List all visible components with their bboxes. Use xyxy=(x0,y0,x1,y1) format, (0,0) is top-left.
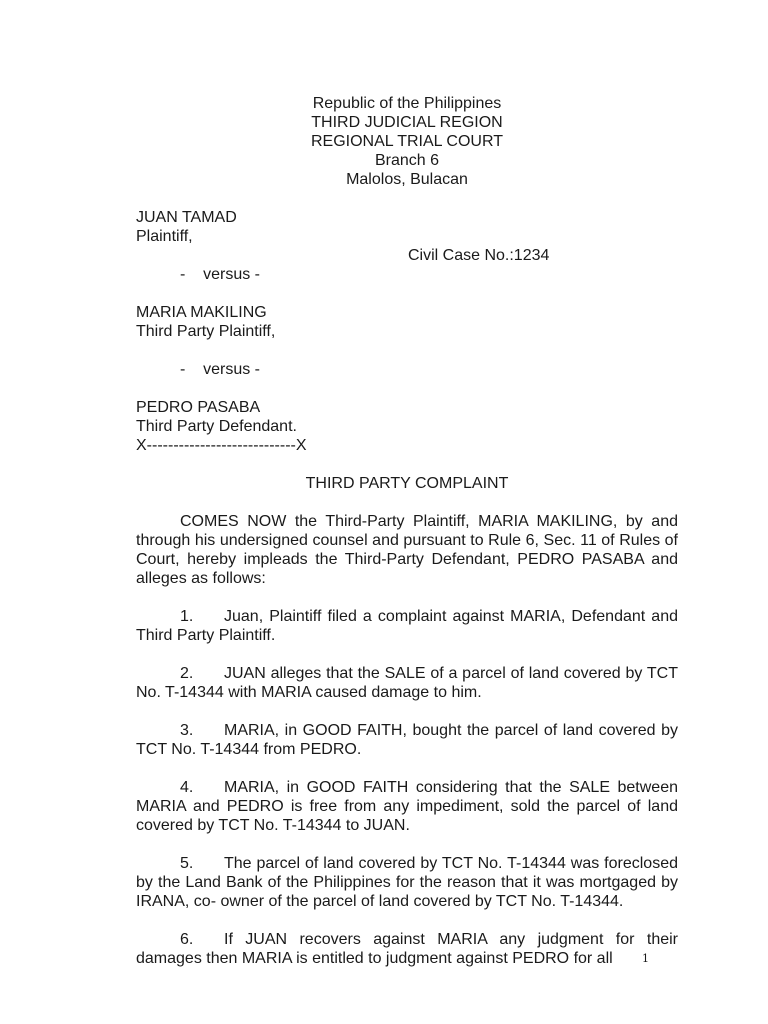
allegation-text: The parcel of land covered by TCT No. T-14344 was foreclosed by the Land Bank of the Philippines for the reason that it was mortgaged by IRANA, co- owner of the parcel of land covered by TCT No. T-14344. xyxy=(136,855,678,910)
case-number: Civil Case No.:1234 xyxy=(408,247,550,264)
plaintiff-name: JUAN TAMAD xyxy=(136,209,237,226)
document-title: THIRD PARTY COMPLAINT xyxy=(305,475,509,492)
caption-separator: X----------------------------X xyxy=(136,437,307,454)
header-line-republic: Republic of the Philippines xyxy=(312,95,502,112)
allegation-number: 2. xyxy=(180,665,194,682)
allegation-4 xyxy=(136,778,678,835)
header-line-location: Malolos, Bulacan xyxy=(346,171,468,188)
allegation-number: 3. xyxy=(180,722,194,739)
case-caption xyxy=(136,208,678,455)
allegation-text: MARIA, in GOOD FAITH considering that the SALE between MARIA and PEDRO is free from any impediment, sold the parcel of land covered by TCT No. T-14344 to JUAN. xyxy=(136,779,678,834)
allegation-text: If JUAN recovers against MARIA any judgment for their damages then MARIA is entitled to judgment against PEDRO for all xyxy=(136,931,678,967)
header-line-court: REGIONAL TRIAL COURT xyxy=(310,133,504,150)
defendant-role: Third Party Defendant. xyxy=(136,418,297,435)
allegation-text: JUAN alleges that the SALE of a parcel of land covered by TCT No. T-14344 with MARIA caused damage to him. xyxy=(136,665,678,701)
third-party-plaintiff-role: Third Party Plaintiff, xyxy=(136,323,276,340)
header-line-region: THIRD JUDICIAL REGION xyxy=(311,114,503,131)
court-header xyxy=(136,94,678,189)
allegation-text: MARIA, in GOOD FAITH, bought the parcel of land covered by TCT No. T-14344 from PEDRO. xyxy=(136,722,678,758)
allegation-number: 4. xyxy=(180,779,194,796)
versus-label-1: - versus - xyxy=(180,266,261,283)
allegation-3 xyxy=(136,721,678,759)
document-body xyxy=(136,94,678,968)
versus-label-2: - versus - xyxy=(180,361,261,378)
allegation-number: 6. xyxy=(180,931,194,948)
allegation-number: 5. xyxy=(180,855,194,872)
defendant-name: PEDRO PASABA xyxy=(136,399,261,416)
page-number: 1 xyxy=(642,952,649,965)
allegation-number: 1. xyxy=(180,608,194,625)
header-line-branch: Branch 6 xyxy=(374,152,440,169)
allegation-1 xyxy=(136,607,678,645)
allegation-2 xyxy=(136,664,678,702)
plaintiff-role: Plaintiff, xyxy=(136,228,193,245)
third-party-plaintiff-name: MARIA MAKILING xyxy=(136,304,267,321)
allegation-5 xyxy=(136,854,678,911)
allegation-text: Juan, Plaintiff filed a complaint against MARIA, Defendant and Third Party Plaintiff. xyxy=(136,608,678,644)
allegation-6 xyxy=(136,930,678,968)
intro-paragraph: COMES NOW the Third-Party Plaintiff, MARIA MAKILING, by and through his undersigned counsel and pursuant to Rule 6, Sec. 11 of Rules of Court, hereby impleads the Third-Party Defendant, PEDRO PASABA and alleges as follows: xyxy=(136,513,678,587)
